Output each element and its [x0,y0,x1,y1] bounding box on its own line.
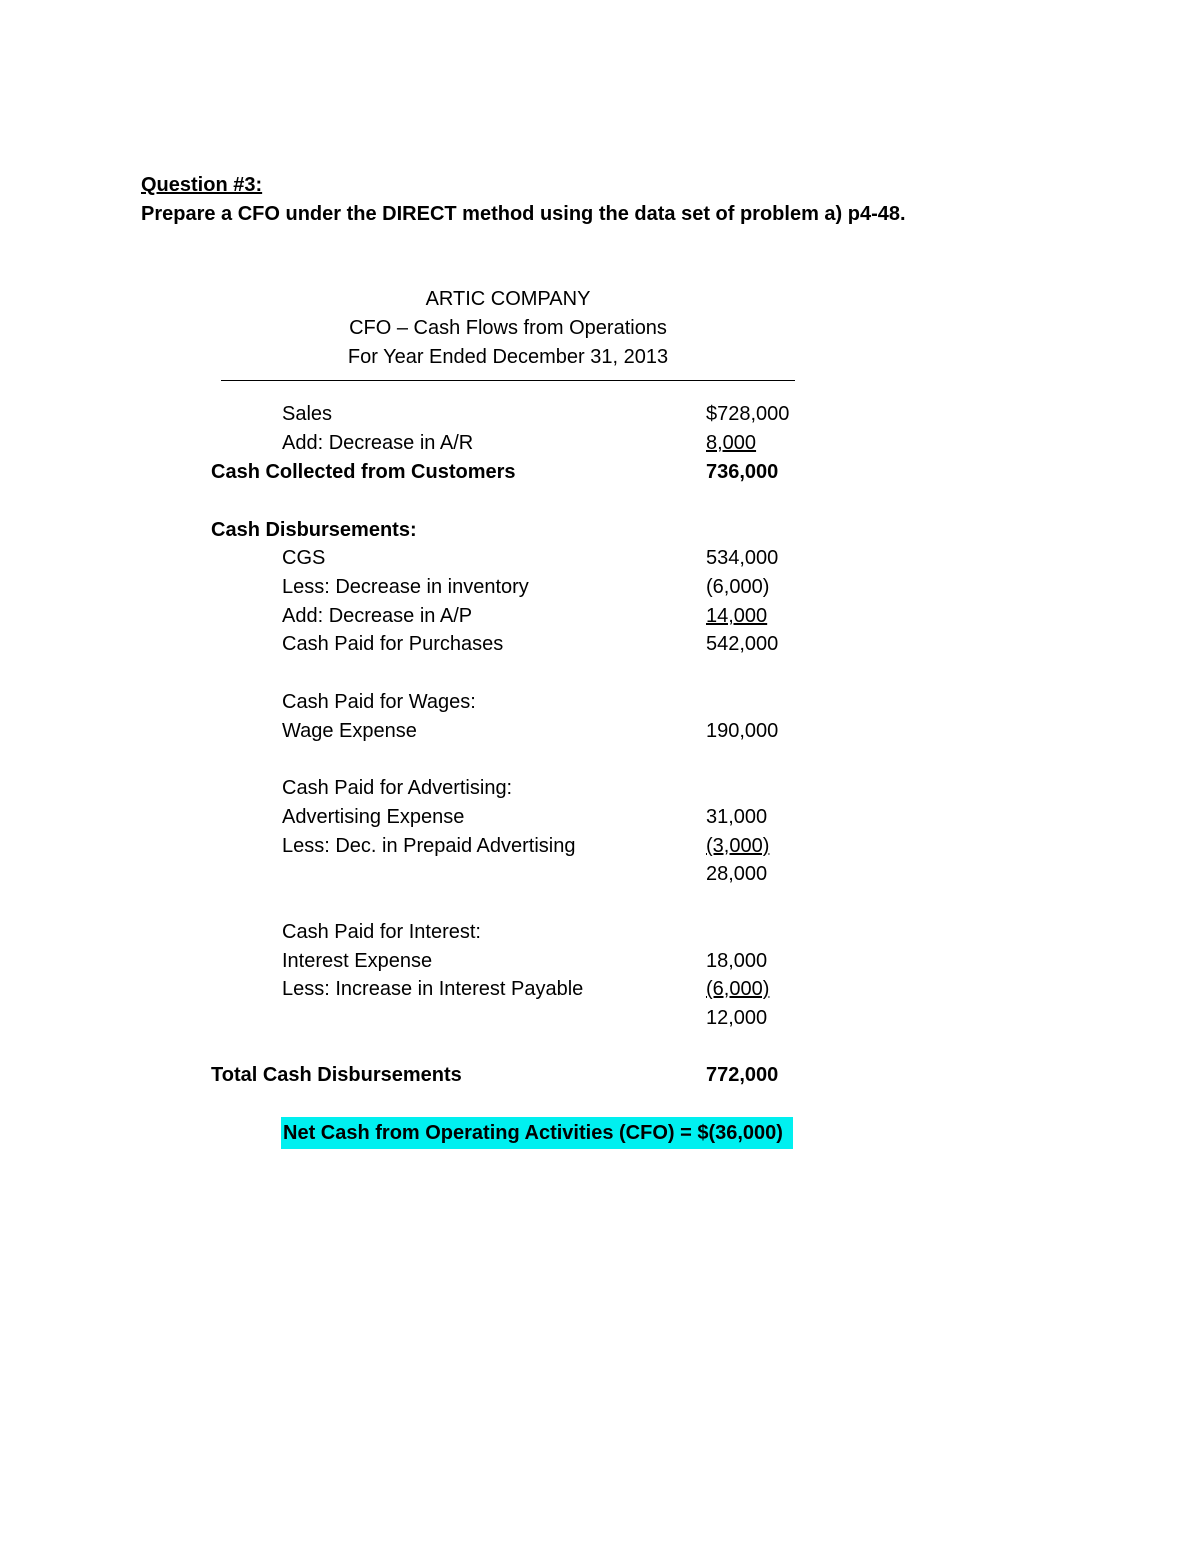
inventory-label: Less: Decrease in inventory [282,576,529,598]
ap-value: 14,000 [706,605,768,627]
cash-collected-label: Cash Collected from Customers [211,461,516,483]
prepaid-advertising-value: (3,000) [706,835,770,857]
total-disbursements-label: Total Cash Disbursements [211,1064,462,1086]
question-heading: Question #3: [141,174,263,196]
ar-value: 8,000 [706,432,757,454]
wages-heading: Cash Paid for Wages: [282,691,476,713]
sales-value: $728,000 [706,403,790,425]
advertising-expense-value: 31,000 [706,806,768,828]
prepaid-advertising-label: Less: Dec. in Prepaid Advertising [282,835,576,857]
net-cash-result: Net Cash from Operating Activities (CFO) = $(36,000) [283,1122,783,1144]
interest-total-value: 12,000 [706,1007,768,1029]
wage-expense-label: Wage Expense [282,720,417,742]
interest-expense-label: Interest Expense [282,950,433,972]
inventory-value: (6,000) [706,576,770,598]
wage-expense-value: 190,000 [706,720,779,742]
ap-label: Add: Decrease in A/P [282,605,473,627]
interest-expense-value: 18,000 [706,950,768,972]
purchases-total-value: 542,000 [706,633,779,655]
header-rule [221,380,795,381]
sales-label: Sales [282,403,333,425]
statement-period: For Year Ended December 31, 2013 [347,346,669,368]
advertising-heading: Cash Paid for Advertising: [282,777,513,799]
advertising-total-value: 28,000 [706,863,768,885]
advertising-expense-label: Advertising Expense [282,806,465,828]
total-disbursements-value: 772,000 [706,1064,779,1086]
cgs-value: 534,000 [706,547,779,569]
cgs-label: CGS [282,547,326,569]
interest-payable-value: (6,000) [706,978,770,1000]
company-name: ARTIC COMPANY [425,288,591,310]
disbursements-heading: Cash Disbursements: [211,519,417,541]
question-prompt: Prepare a CFO under the DIRECT method using the data set of problem a) p4-48. [141,203,906,225]
ar-label: Add: Decrease in A/R [282,432,474,454]
interest-heading: Cash Paid for Interest: [282,921,481,943]
purchases-total-label: Cash Paid for Purchases [282,633,504,655]
cash-collected-value: 736,000 [706,461,779,483]
statement-subtitle: CFO – Cash Flows from Operations [349,317,667,339]
interest-payable-label: Less: Increase in Interest Payable [282,978,584,1000]
